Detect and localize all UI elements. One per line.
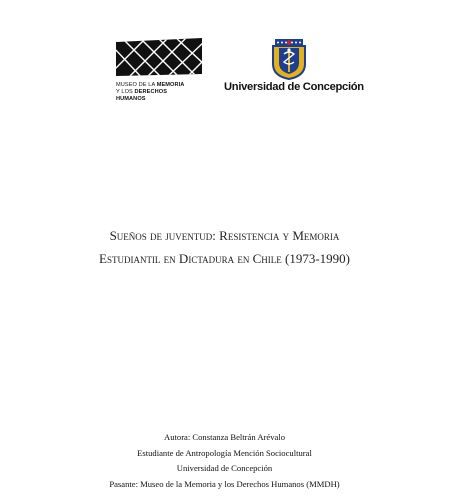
museo-text-bold: HUMANOS bbox=[116, 96, 146, 103]
credits-block bbox=[0, 430, 449, 492]
museo-text-bold: MEMORIA bbox=[156, 82, 185, 88]
document-title-line-2: Estudiantil en Dictadura en Chile (1973-1990) bbox=[99, 251, 350, 266]
university-line: Universidad de Concepción bbox=[176, 463, 273, 473]
museo-logo-text bbox=[116, 82, 184, 104]
author-line: Autora: Constanza Beltrán Arévalo bbox=[164, 432, 285, 442]
udec-name: Universidad de Concepción bbox=[224, 81, 364, 93]
internship-line: Pasante: Museo de la Memoria y los Derechos Humanos (MMDH) bbox=[109, 478, 340, 489]
document-title-line-1: Sueños de juventud: Resistencia y Memoria bbox=[109, 228, 340, 243]
program-line: Estudiante de Antropología Mención Sociocultural bbox=[137, 447, 312, 458]
udec-logo bbox=[224, 36, 364, 98]
museo-text-line: Y LOS bbox=[116, 89, 135, 96]
museo-memoria-logo bbox=[114, 36, 206, 112]
museo-text-bold: DERECHOS bbox=[134, 89, 168, 96]
museo-text-line: MUSEO DE LA bbox=[116, 82, 157, 88]
udec-shield-icon bbox=[271, 36, 307, 80]
museo-lattice-icon bbox=[114, 36, 206, 80]
